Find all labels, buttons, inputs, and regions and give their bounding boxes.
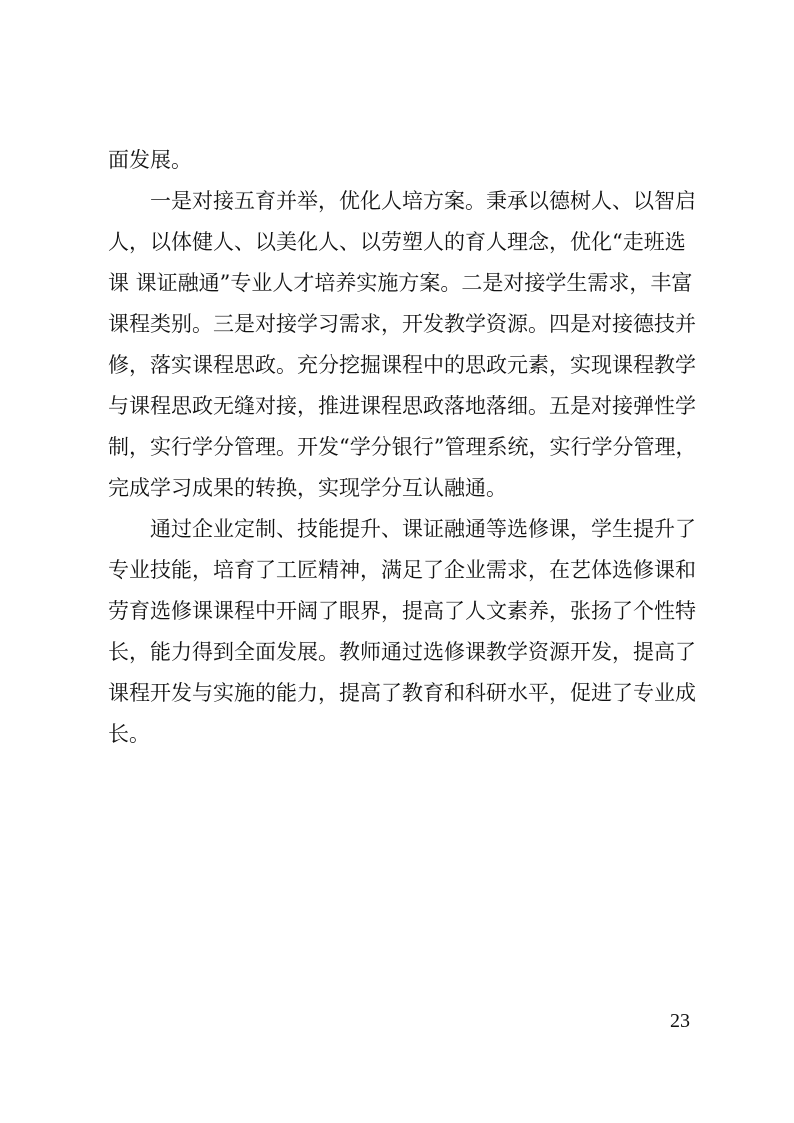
- text-line: 长。: [108, 722, 150, 746]
- text-line: 完成学习成果的转换，实现学分互认融通。: [108, 476, 507, 500]
- page-number: 23: [670, 1010, 690, 1032]
- text-line: 一是对接五育并举，优化人培方案。秉承以德树人、以智启: [108, 189, 696, 213]
- text-line: 面发展。: [108, 148, 192, 172]
- text-line: 专业技能，培育了工匠精神，满足了企业需求，在艺体选修课和: [108, 558, 696, 582]
- text-line: 课程开发与实施的能力，提高了教育和科研水平，促进了专业成: [108, 681, 696, 705]
- text-line: 与课程思政无缝对接，推进课程思政落地落细。五是对接弹性学: [108, 394, 696, 418]
- text-line: 修，落实课程思政。充分挖掘课程中的思政元素，实现课程教学: [108, 353, 696, 377]
- text-line: 课 课证融通”专业人才培养实施方案。二是对接学生需求，丰富: [108, 271, 693, 295]
- body-text: [108, 140, 697, 755]
- text-line: 长，能力得到全面发展。教师通过选修课教学资源开发，提高了: [108, 640, 696, 664]
- text-line: 课程类别。三是对接学习需求，开发教学资源。四是对接德技并: [108, 312, 696, 336]
- text-line: 人，以体健人、以美化人、以劳塑人的育人理念，优化“走班选: [108, 230, 686, 254]
- text-line: 制，实行学分管理。开发“学分银行”管理系统，实行学分管理，: [108, 435, 697, 459]
- text-line: 通过企业定制、技能提升、课证融通等选修课，学生提升了: [108, 517, 696, 541]
- text-line: 劳育选修课课程中开阔了眼界，提高了人文素养，张扬了个性特: [108, 599, 696, 623]
